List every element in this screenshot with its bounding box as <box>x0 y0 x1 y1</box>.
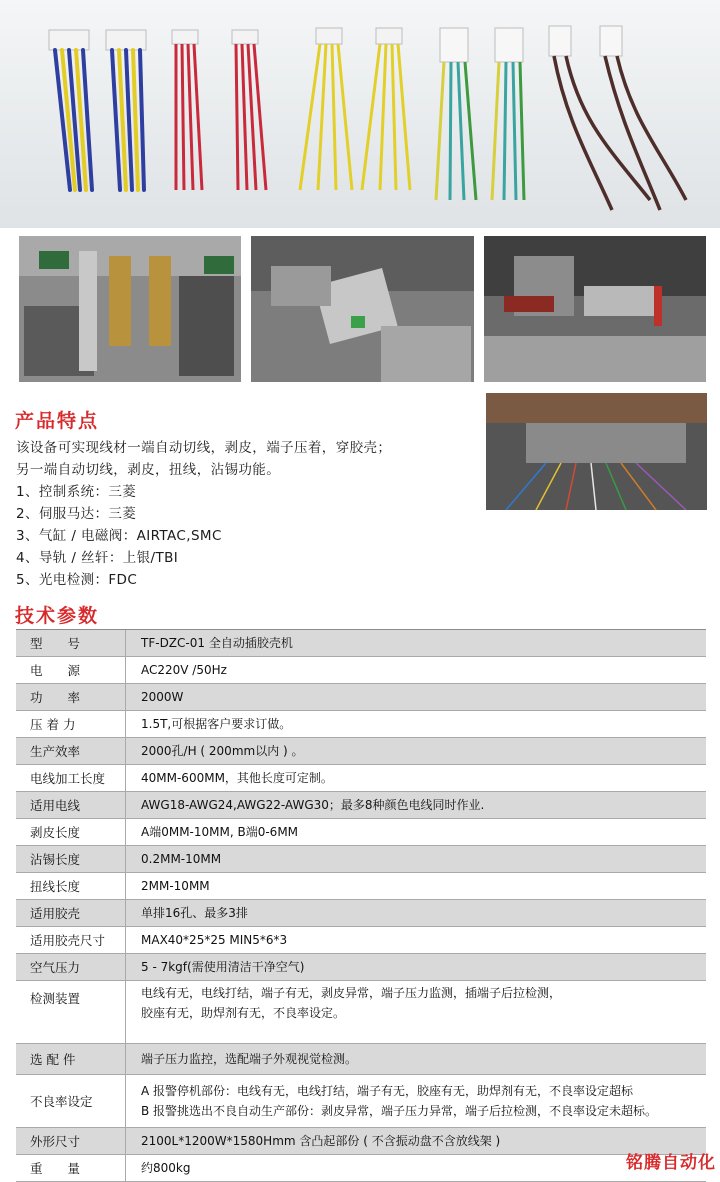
spec-table <box>16 629 706 1182</box>
harness-red <box>172 30 266 190</box>
spec-row-weight <box>16 1155 706 1182</box>
spec-row-wattage <box>16 684 706 711</box>
spec-label: 不良率设定 <box>16 1075 126 1127</box>
spec-label: 压 着 力 <box>16 711 126 737</box>
spec-label: 型 号 <box>16 630 126 656</box>
spec-label: 外形尺寸 <box>16 1128 126 1154</box>
spec-label: 适用电线 <box>16 792 126 818</box>
spec-value: TF-DZC-01 全自动插胶壳机 <box>141 636 293 650</box>
machine-photo-wire-feeder <box>486 393 707 510</box>
spec-label: 检测装置 <box>16 981 126 1043</box>
spec-label: 电线加工长度 <box>16 765 126 791</box>
wire-harness-illustration <box>0 0 720 228</box>
spec-value: AWG18-AWG24,AWG22-AWG30；最多8种颜色电线同时作业. <box>141 798 485 812</box>
spec-label: 功 率 <box>16 684 126 710</box>
spec-label: 扭线长度 <box>16 873 126 899</box>
feature-line: 另一端自动切线，剥皮，扭线，沾锡功能。 <box>16 462 281 478</box>
spec-value: 2MM-10MM <box>141 879 210 893</box>
spec-value: A端0MM-10MM, B端0-6MM <box>141 825 299 839</box>
features-list <box>16 437 486 591</box>
spec-row-tin-length <box>16 846 706 873</box>
spec-row-housing <box>16 900 706 927</box>
spec-value-line2: 胶座有无，助焊剂有无，不良率设定。 <box>141 1006 346 1020</box>
machine-photo-crimper <box>484 236 706 382</box>
spec-value: 1.5T,可根据客户要求订做。 <box>141 717 292 731</box>
harness-green <box>436 28 524 200</box>
spec-row-dimensions <box>16 1128 706 1155</box>
spec-row-options <box>16 1044 706 1075</box>
harness-brown <box>549 26 686 210</box>
spec-label: 生产效率 <box>16 738 126 764</box>
spec-value: A 报警停机部份：电线有无，电线打结，端子有无，胶座有无，助焊剂有无，不良率设定超标 <box>141 1084 634 1098</box>
spec-value: 约800kg <box>141 1161 191 1175</box>
feature-line: 5、光电检测：FDC <box>16 572 138 588</box>
spec-row-power-supply <box>16 657 706 684</box>
machine-photo-gripper <box>251 236 474 382</box>
spec-label: 剥皮长度 <box>16 819 126 845</box>
harness-blue-yellow <box>49 30 146 190</box>
spec-value: 2000孔/H ( 200mm以内 ) 。 <box>141 744 304 758</box>
spec-label: 空气压力 <box>16 954 126 980</box>
spec-row-air-pressure <box>16 954 706 981</box>
spec-label: 选 配 件 <box>16 1044 126 1074</box>
spec-row-strip-length <box>16 819 706 846</box>
feature-line: 3、气缸 / 电磁阀：AIRTAC,SMC <box>16 528 222 544</box>
spec-value-line2: B 报警挑选出不良自动生产部份：剥皮异常，端子压力异常，端子后拉检测，不良率设定未超标。 <box>141 1104 658 1118</box>
spec-label: 重 量 <box>16 1155 126 1181</box>
spec-value: 0.2MM-10MM <box>141 852 222 866</box>
spec-value: 40MM-600MM，其他长度可定制。 <box>141 771 333 785</box>
spec-value: AC220V /50Hz <box>141 663 227 677</box>
spec-row-model <box>16 630 706 657</box>
spec-value: 2100L*1200W*1580Hmm 含凸起部份 ( 不含振动盘不含放线架 ) <box>141 1134 501 1148</box>
spec-value: 端子压力监控，选配端子外观视觉检测。 <box>141 1052 358 1066</box>
spec-row-wire-type <box>16 792 706 819</box>
spec-value: 电线有无，电线打结，端子有无，剥皮异常，端子压力监测，插端子后拉检测， <box>141 986 562 1000</box>
spec-label: 沾锡长度 <box>16 846 126 872</box>
feature-line: 该设备可实现线材一端自动切线，剥皮，端子压着，穿胶壳； <box>16 440 392 456</box>
features-title: 产品特点 <box>15 410 100 432</box>
spec-label: 适用胶壳 <box>16 900 126 926</box>
spec-row-housing-size <box>16 927 706 954</box>
spec-label: 适用胶壳尺寸 <box>16 927 126 953</box>
spec-title: 技术参数 <box>15 605 100 627</box>
spec-value: MAX40*25*25 MIN5*6*3 <box>141 933 288 947</box>
spec-value: 单排16孔、最多3排 <box>141 906 248 920</box>
spec-value: 2000W <box>141 690 184 704</box>
spec-row-wire-length <box>16 765 706 792</box>
machine-photo-cutter <box>19 236 241 382</box>
feature-line: 4、导轨 / 丝轩：上银/TBI <box>16 550 179 566</box>
brand-name: 铭腾自动化 <box>626 1153 716 1173</box>
spec-row-twist-length <box>16 873 706 900</box>
feature-line: 1、控制系统：三菱 <box>16 484 137 500</box>
harness-yellow <box>300 28 410 190</box>
spec-row-efficiency <box>16 738 706 765</box>
spec-row-detection <box>16 981 706 1044</box>
spec-row-crimp-force <box>16 711 706 738</box>
feature-line: 2、伺服马达：三菱 <box>16 506 137 522</box>
spec-row-defect-rate <box>16 1075 706 1128</box>
spec-value: 5 - 7kgf(需使用清洁干净空气) <box>141 960 305 974</box>
wire-harness-banner <box>0 0 720 228</box>
spec-label: 电 源 <box>16 657 126 683</box>
